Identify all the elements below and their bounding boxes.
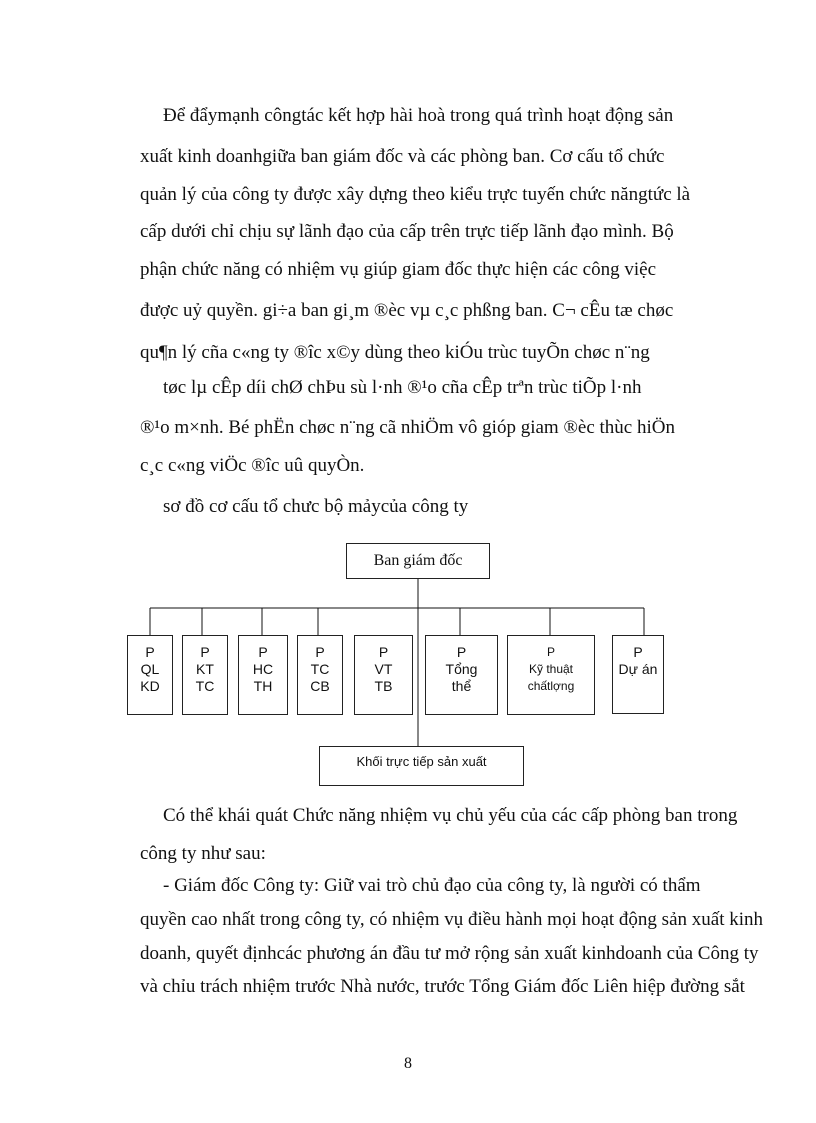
org-box-dept-qlkd	[127, 635, 173, 715]
dept-label: P	[378, 644, 389, 660]
org-box-dept-ky-thuat	[507, 635, 595, 715]
text-line: cấp dưới chỉ chịu sự lãnh đạo của cấp trên trực tiếp lãnh đạo mình. Bộ	[140, 221, 674, 242]
text-line: c¸c c«ng viÖc ®îc uû quyÒn.	[140, 455, 365, 476]
org-box-dept-du-an	[612, 635, 664, 714]
text-line: và chỉu trách nhiệm trước Nhà nước, trước Tổng Giám đốc Liên hiệp đường sắt	[140, 976, 745, 997]
org-box-dept-tong-the	[425, 635, 498, 715]
dept-label: P	[456, 644, 467, 660]
text-line: quản lý của công ty được xây dựng theo kiểu trực tuyến chức năngtức là	[140, 184, 691, 205]
dept-label: Tổng	[445, 661, 478, 677]
dept-label: VT	[374, 661, 393, 677]
text-line: qu¶n lý cña c«ng ty ®îc x©y dùng theo kiÓu trùc tuyÕn chøc n¨ng	[140, 342, 650, 363]
dept-label: HC	[252, 661, 274, 677]
dept-label: QL	[140, 661, 160, 677]
dept-label: P	[145, 644, 155, 660]
dept-label: chấtlợng	[527, 679, 575, 693]
org-box-dept-hcth	[238, 635, 288, 715]
dept-label: thể	[451, 678, 472, 694]
text-line: Để đẩymạnh côngtác kết hợp hài hoà trong quá trình hoạt động sản	[163, 105, 674, 126]
org-box-production: Khối trực tiếp sản xuất	[319, 746, 524, 786]
text-line: doanh, quyết địnhcác phương án đầu tư mở rộng sản xuất kinhdoanh của Công ty	[140, 943, 759, 964]
text-line: xuất kinh doanhgiữa ban giám đốc và các phòng ban. Cơ cấu tổ chức	[140, 146, 665, 167]
dept-label: TB	[374, 678, 393, 694]
page-number: 8	[404, 1055, 412, 1072]
text-line: công ty như sau:	[140, 843, 266, 864]
dept-label: Dự án	[618, 661, 658, 677]
org-box-dept-tccb	[297, 635, 343, 715]
org-box-dept-vttb	[354, 635, 413, 715]
dept-label: Kỹ thuật	[528, 662, 574, 676]
dept-label: P	[546, 645, 555, 659]
org-box-dept-kttc	[182, 635, 228, 715]
dept-label: TC	[310, 661, 330, 677]
diagram-caption: sơ đồ cơ cấu tổ chưc bộ mảycủa công ty	[163, 496, 469, 517]
dept-label: P	[315, 644, 325, 660]
text-line: phận chức năng có nhiệm vụ giúp giam đốc thực hiện các công việc	[140, 259, 657, 280]
dept-label: P	[200, 644, 210, 660]
text-line: Có thể khái quát Chức năng nhiệm vụ chủ yếu của các cấp phòng ban trong	[163, 805, 738, 826]
text-line: ®¹o m×nh. Bé phËn chøc n¨ng cã nhiÖm vô gióp giam ®èc thùc hiÖn	[140, 417, 675, 438]
dept-label: KD	[140, 678, 160, 694]
text-line: quyền cao nhất trong công ty, có nhiệm vụ điều hành mọi hoạt động sản xuất kinh	[140, 909, 764, 930]
dept-label: TC	[195, 678, 215, 694]
text-line: tøc lµ cÊp díi chØ chÞu sù l·nh ®¹o cña cÊp trªn trùc tiÕp l·nh	[163, 377, 642, 398]
text-line: - Giám đốc Công ty: Giữ vai trò chủ đạo của công ty, là người có thẩm	[163, 875, 701, 896]
dept-label: TH	[253, 678, 273, 694]
org-box-director: Ban giám đốc	[346, 543, 490, 579]
text-line: được uỷ quyền. gi÷a ban gi¸m ®èc vµ c¸c phßng ban. C¬ cÊu tæ chøc	[140, 300, 674, 321]
dept-label: CB	[310, 678, 330, 694]
dept-label: P	[633, 644, 643, 660]
dept-label: P	[258, 644, 268, 660]
dept-label: KT	[196, 661, 214, 677]
